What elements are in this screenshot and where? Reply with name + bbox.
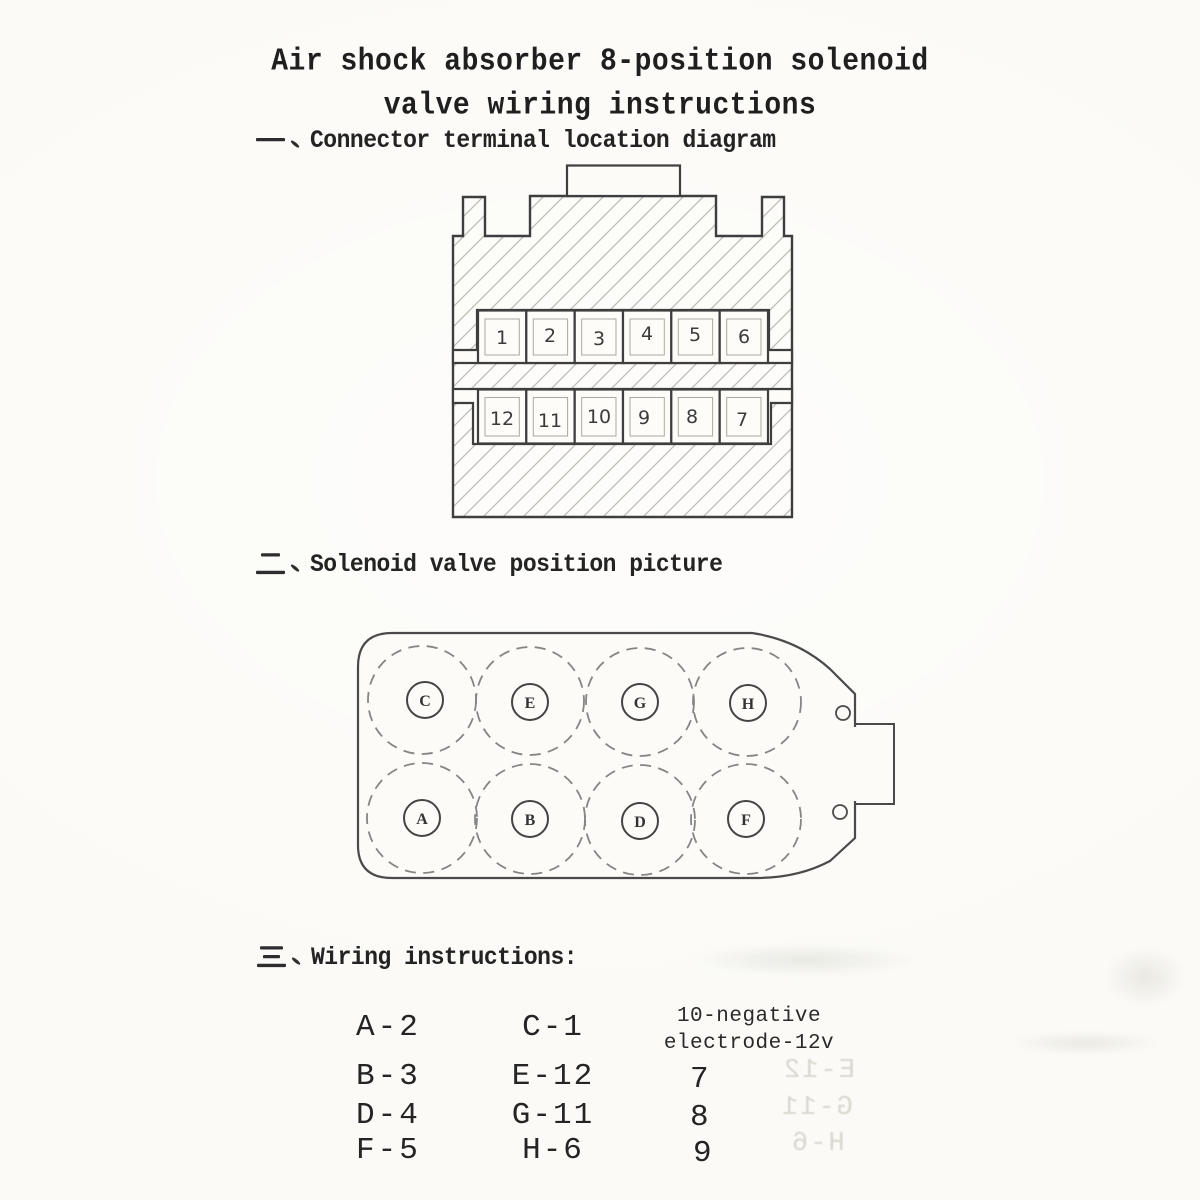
- wiring-pair-A2: A-2: [356, 1010, 421, 1045]
- svg-text:F: F: [741, 812, 751, 829]
- svg-text:5: 5: [688, 324, 702, 346]
- valve-tab-fill: [851, 727, 897, 801]
- terminal-cell-10: [575, 390, 623, 444]
- connector-top-tab: [567, 166, 680, 197]
- bleed-through-ghost-text: E-12: [782, 1056, 855, 1086]
- svg-text:C: C: [419, 693, 431, 710]
- scan-smudge: [1105, 948, 1185, 1006]
- svg-text:3: 3: [592, 328, 606, 350]
- wiring-pair-B3: B-3: [356, 1059, 421, 1094]
- svg-text:E: E: [524, 695, 536, 712]
- mounting-hole-top: [836, 706, 850, 720]
- valve-label-F: [728, 801, 764, 837]
- svg-text:12: 12: [489, 408, 515, 430]
- svg-text:6: 6: [737, 326, 751, 348]
- terminal-cell-8: [671, 390, 719, 444]
- solenoid-valve-diagram: [348, 624, 900, 886]
- svg-text:11: 11: [537, 410, 563, 432]
- valve-label-E: [512, 684, 548, 720]
- svg-text:2: 2: [543, 325, 557, 347]
- valve-body: [358, 633, 855, 878]
- svg-text:B: B: [524, 812, 536, 829]
- bleed-through-ghost-text: G-11: [780, 1093, 853, 1123]
- section-3-heading-text: Wiring instructions:: [311, 942, 578, 972]
- svg-text:9: 9: [637, 407, 651, 429]
- svg-text:7: 7: [735, 409, 749, 431]
- valve-label-A: [404, 800, 440, 836]
- section-1-heading: [256, 127, 776, 153]
- section-marker-one-icon: [256, 127, 301, 150]
- negative-electrode-note-line1: 10-negative: [676, 1005, 822, 1028]
- wiring-pair-D4: D-4: [356, 1098, 421, 1133]
- terminal-cell-5: [671, 311, 719, 364]
- section-1-heading-text: Connector terminal location diagram: [310, 125, 776, 155]
- wiring-pair-F5: F-5: [356, 1133, 421, 1168]
- terminal-cell-3: [575, 311, 623, 364]
- wiring-pair-G11: G-11: [511, 1098, 595, 1133]
- valve-label-G: [622, 684, 658, 720]
- terminal-cell-4: [623, 311, 671, 364]
- svg-text:1: 1: [495, 327, 509, 349]
- section-3-heading: [257, 944, 577, 970]
- scan-smudge: [690, 944, 920, 976]
- terminal-cell-1: [478, 311, 526, 364]
- valve-label-B: [512, 801, 548, 837]
- svg-text:G: G: [633, 695, 647, 712]
- section-2-heading-text: Solenoid valve position picture: [310, 549, 723, 579]
- valve-label-H: [730, 685, 766, 721]
- wiring-pair-E12: E-12: [511, 1059, 595, 1094]
- negative-electrode-note-line2: electrode-12v: [663, 1032, 835, 1055]
- valve-label-C: [407, 682, 443, 718]
- page-title-line2: valve wiring instructions: [383, 88, 817, 124]
- wiring-terminal-9: 9: [693, 1136, 715, 1171]
- mounting-hole-bottom: [833, 805, 847, 819]
- svg-text:D: D: [634, 814, 646, 831]
- terminal-cell-11: [526, 390, 574, 444]
- svg-text:8: 8: [685, 406, 699, 428]
- svg-text:H: H: [741, 696, 755, 713]
- valve-label-D: [622, 803, 658, 839]
- section-marker-two-icon: [256, 551, 301, 574]
- wiring-pair-H6: H-6: [522, 1133, 584, 1168]
- svg-text:4: 4: [640, 323, 654, 345]
- terminal-cell-7: [720, 390, 768, 444]
- page-title: [0, 40, 1200, 128]
- terminal-cell-6: [720, 311, 768, 364]
- page-title-line1: Air shock absorber 8-position solenoid: [271, 44, 929, 80]
- terminal-cell-9: [623, 390, 671, 444]
- section-2-heading: [256, 551, 722, 577]
- scan-smudge: [1010, 1032, 1160, 1054]
- svg-text:A: A: [416, 811, 428, 828]
- wiring-pair-C1: C-1: [522, 1010, 584, 1045]
- svg-text:10: 10: [586, 406, 612, 428]
- wiring-terminal-7: 7: [690, 1062, 712, 1097]
- wiring-terminal-8: 8: [690, 1100, 712, 1135]
- connector-terminal-diagram: [448, 160, 798, 522]
- section-marker-three-icon: [257, 944, 302, 967]
- terminal-cell-2: [526, 311, 574, 364]
- bleed-through-ghost-text: H-6: [790, 1129, 845, 1159]
- terminal-cell-12: [478, 390, 526, 444]
